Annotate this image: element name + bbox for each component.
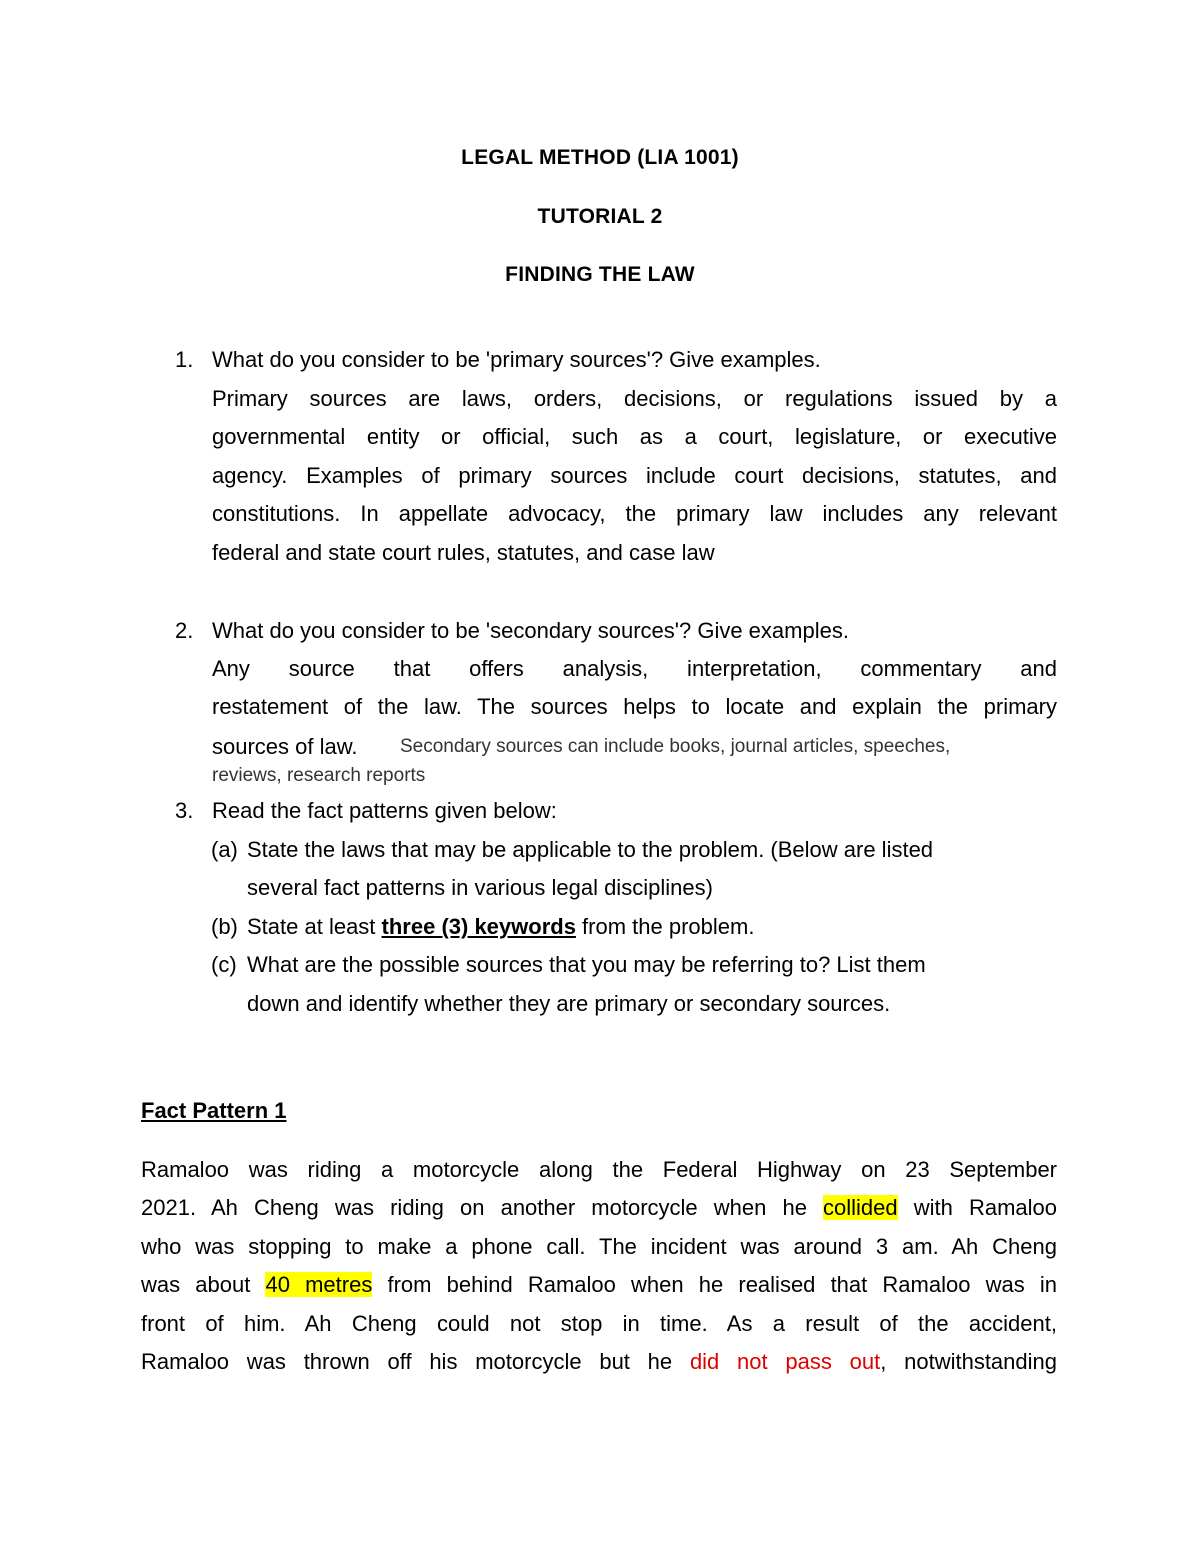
q1-question: What do you consider to be 'primary sources'? Give examples. bbox=[212, 347, 821, 372]
q3-b-line bbox=[247, 914, 754, 940]
q3-number: 3. bbox=[175, 798, 194, 823]
fact-line6-pre: Ramaloo was thrown off his motorcycle but he bbox=[141, 1349, 690, 1374]
q1-answer-line: constitutions. In appellate advocacy, the primary law includes any relevant bbox=[212, 501, 1057, 526]
fact-line: who was stopping to make a phone call. The incident was around 3 am. Ah Cheng bbox=[141, 1234, 1057, 1259]
q1-answer-line: federal and state court rules, statutes, and case law bbox=[212, 540, 715, 565]
highlight-40-metres: 40 metres bbox=[265, 1272, 373, 1297]
topic-title: FINDING THE LAW bbox=[505, 263, 695, 286]
course-title: LEGAL METHOD (LIA 1001) bbox=[461, 146, 739, 169]
q3-a-label: (a) bbox=[211, 837, 238, 862]
q1-answer-line: Primary sources are laws, orders, decisions, or regulations issued by a bbox=[212, 386, 1057, 411]
fact-line bbox=[141, 1349, 1057, 1375]
q1-number: 1. bbox=[175, 347, 194, 372]
fact-pattern-title: Fact Pattern 1 bbox=[141, 1098, 287, 1123]
red-did-not-pass-out: did not pass out bbox=[689, 1349, 881, 1374]
fact-line bbox=[141, 1195, 1057, 1221]
q3-b-pre: State at least bbox=[247, 914, 382, 939]
q3-c-label: (c) bbox=[211, 952, 237, 977]
q2-answer-small: reviews, research reports bbox=[212, 765, 426, 786]
fact-line4-post: from behind Ramaloo when he realised that Ramaloo was in bbox=[372, 1272, 1057, 1297]
q1-answer-line: agency. Examples of primary sources include court decisions, statutes, and bbox=[212, 463, 1057, 488]
q2-answer-line: restatement of the law. The sources helps to locate and explain the primary bbox=[212, 694, 1057, 719]
q3-b-keywords: three (3) keywords bbox=[381, 914, 576, 939]
fact-line bbox=[141, 1272, 1057, 1298]
fact-line6-post: , notwithstanding bbox=[880, 1349, 1057, 1374]
q2-question: What do you consider to be 'secondary sources'? Give examples. bbox=[212, 618, 849, 643]
q3-b-post: from the problem. bbox=[575, 914, 755, 939]
q2-answer-line: sources of law. bbox=[212, 734, 358, 759]
q3-question: Read the fact patterns given below: bbox=[212, 798, 557, 823]
q3-a-line: State the laws that may be applicable to the problem. (Below are listed bbox=[247, 837, 934, 862]
q3-b-label: (b) bbox=[211, 914, 238, 939]
q2-answer-small: Secondary sources can include books, journal articles, speeches, bbox=[400, 736, 951, 757]
q1-answer-line: governmental entity or official, such as a court, legislature, or executive bbox=[212, 424, 1057, 449]
fact-line2-pre: 2021. Ah Cheng was riding on another motorcycle when he bbox=[141, 1195, 824, 1220]
tutorial-title: TUTORIAL 2 bbox=[537, 205, 663, 228]
q3-c-line: What are the possible sources that you may be referring to? List them bbox=[247, 952, 926, 977]
fact-line4-pre: was about bbox=[141, 1272, 266, 1297]
q2-answer-line: Any source that offers analysis, interpretation, commentary and bbox=[212, 656, 1057, 681]
fact-line: Ramaloo was riding a motorcycle along the Federal Highway on 23 September bbox=[141, 1157, 1057, 1182]
q3-a-line: several fact patterns in various legal disciplines) bbox=[247, 875, 713, 900]
q2-number: 2. bbox=[175, 618, 194, 643]
fact-line2-post: with Ramaloo bbox=[897, 1195, 1058, 1220]
highlight-collided: collided bbox=[823, 1195, 898, 1220]
fact-line: front of him. Ah Cheng could not stop in time. As a result of the accident, bbox=[141, 1311, 1057, 1336]
q3-c-line: down and identify whether they are primary or secondary sources. bbox=[247, 991, 891, 1016]
